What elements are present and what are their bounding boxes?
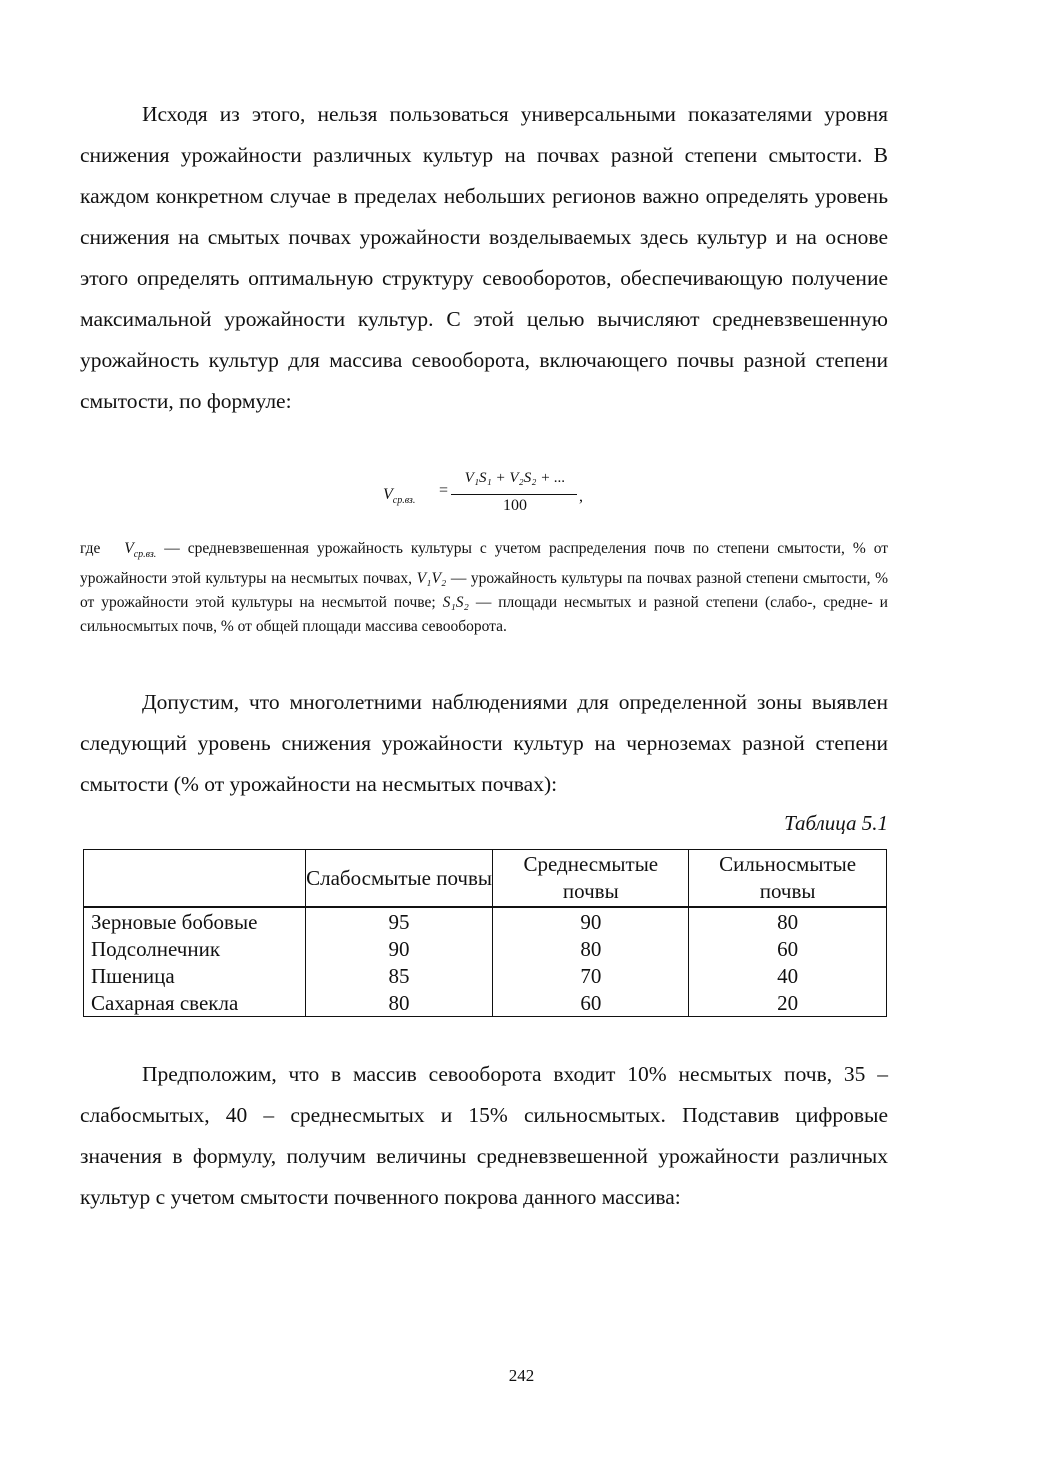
formula-comma: ,	[579, 488, 583, 505]
paragraph-intro: Исходя из этого, нельзя пользоваться универсальными показателями уровня снижения урожайности различных культур на почвах разной степени смытости. В каждом конкретном случае в пределах небольших регионов важно определять уровень снижения на смытых почвах урожайности возделываемых здесь культур и на основе этого определять оптимальную структуру севооборотов, обеспечивающую получение максимальной урожайности культур. С этой целью вычисляют средневзвешенную урожайность культур для массива севооборота, включающего почвы разной степени смытости, по формуле:	[80, 102, 888, 413]
paragraph-assumption: Предположим, что в массив севооборота входит 10% несмытых почв, 35 – слабосмытых, 40 – среднесмытых и 15% сильносмытых. Подставив цифровые значения в формулу, получим величины средневзвешенной урожайности различных культур с учетом смытости почвенного покрова данного массива:	[80, 1062, 888, 1209]
legend-var-vcp: $V_{ср.вз.}$	[124, 540, 157, 561]
header-cell-moderately-eroded: Среднесмытые почвы	[493, 850, 689, 908]
row-label: Сахарная свекла	[84, 989, 306, 1017]
table-row	[84, 907, 887, 935]
table-cell: 90	[305, 935, 493, 962]
legend-var-s1s2: S₁S₂	[442, 594, 469, 612]
formula-legend	[80, 537, 888, 639]
table-row	[84, 962, 887, 989]
table-cell: 80	[305, 989, 493, 1017]
table-cell: 40	[689, 962, 887, 989]
table-cell: 60	[493, 989, 689, 1017]
weighted-yield-formula	[383, 470, 613, 530]
row-label: Подсолнечник	[84, 935, 306, 962]
legend-text-2: — урожайность культуры па почвах разной степени смытости, % от урожайности этой культуры на несмытой почве;	[80, 570, 888, 612]
formula-equals: =	[439, 482, 449, 499]
paragraph-observations: Допустим, что многолетними наблюдениями для определенной зоны выявлен следующий уровень снижения урожайности культур на черноземах разной степени смытости (% от урожайности на несмытых почвах):	[80, 690, 888, 796]
table-cell: 20	[689, 989, 887, 1017]
header-cell-slightly-eroded: Слабосмытые почвы	[305, 850, 493, 908]
row-label: Пшеница	[84, 962, 306, 989]
table-cell: 85	[305, 962, 493, 989]
table-row	[84, 935, 887, 962]
table-cell: 95	[305, 907, 493, 935]
table-header-row	[84, 850, 887, 908]
table-row	[84, 989, 887, 1017]
formula-lhs: $V_{ср.вз.}$	[383, 486, 416, 507]
row-label: Зерновые бобовые	[84, 907, 306, 935]
yield-reduction-table	[83, 849, 887, 1017]
table-caption: Таблица 5.1	[784, 811, 888, 835]
formula-numerator: V₁S₁ + V₂S₂ + ...	[464, 470, 566, 486]
legend-text-3: — площади несмытых и разной степени (слабо-, средне- и сильносмытых почв, % от общей площади массива севооборота.	[80, 594, 888, 636]
table-cell: 70	[493, 962, 689, 989]
table-cell: 80	[493, 935, 689, 962]
header-cell-empty	[84, 850, 306, 908]
page-number: 242	[508, 1366, 535, 1385]
formula-denominator: 100	[503, 497, 527, 514]
legend-var-v1v2: V₁V₂	[416, 570, 447, 588]
legend-text-1: — средневзвешенная урожайность культуры с учетом распределения почв по степени смытости, % от урожайности этой культуры на несмытых почвах,	[80, 540, 889, 588]
legend-lead: где	[80, 540, 101, 557]
table-cell: 90	[493, 907, 689, 935]
fraction-bar	[451, 494, 577, 495]
header-cell-severely-eroded: Сильносмытые почвы	[689, 850, 887, 908]
table-cell: 80	[689, 907, 887, 935]
table-cell: 60	[689, 935, 887, 962]
